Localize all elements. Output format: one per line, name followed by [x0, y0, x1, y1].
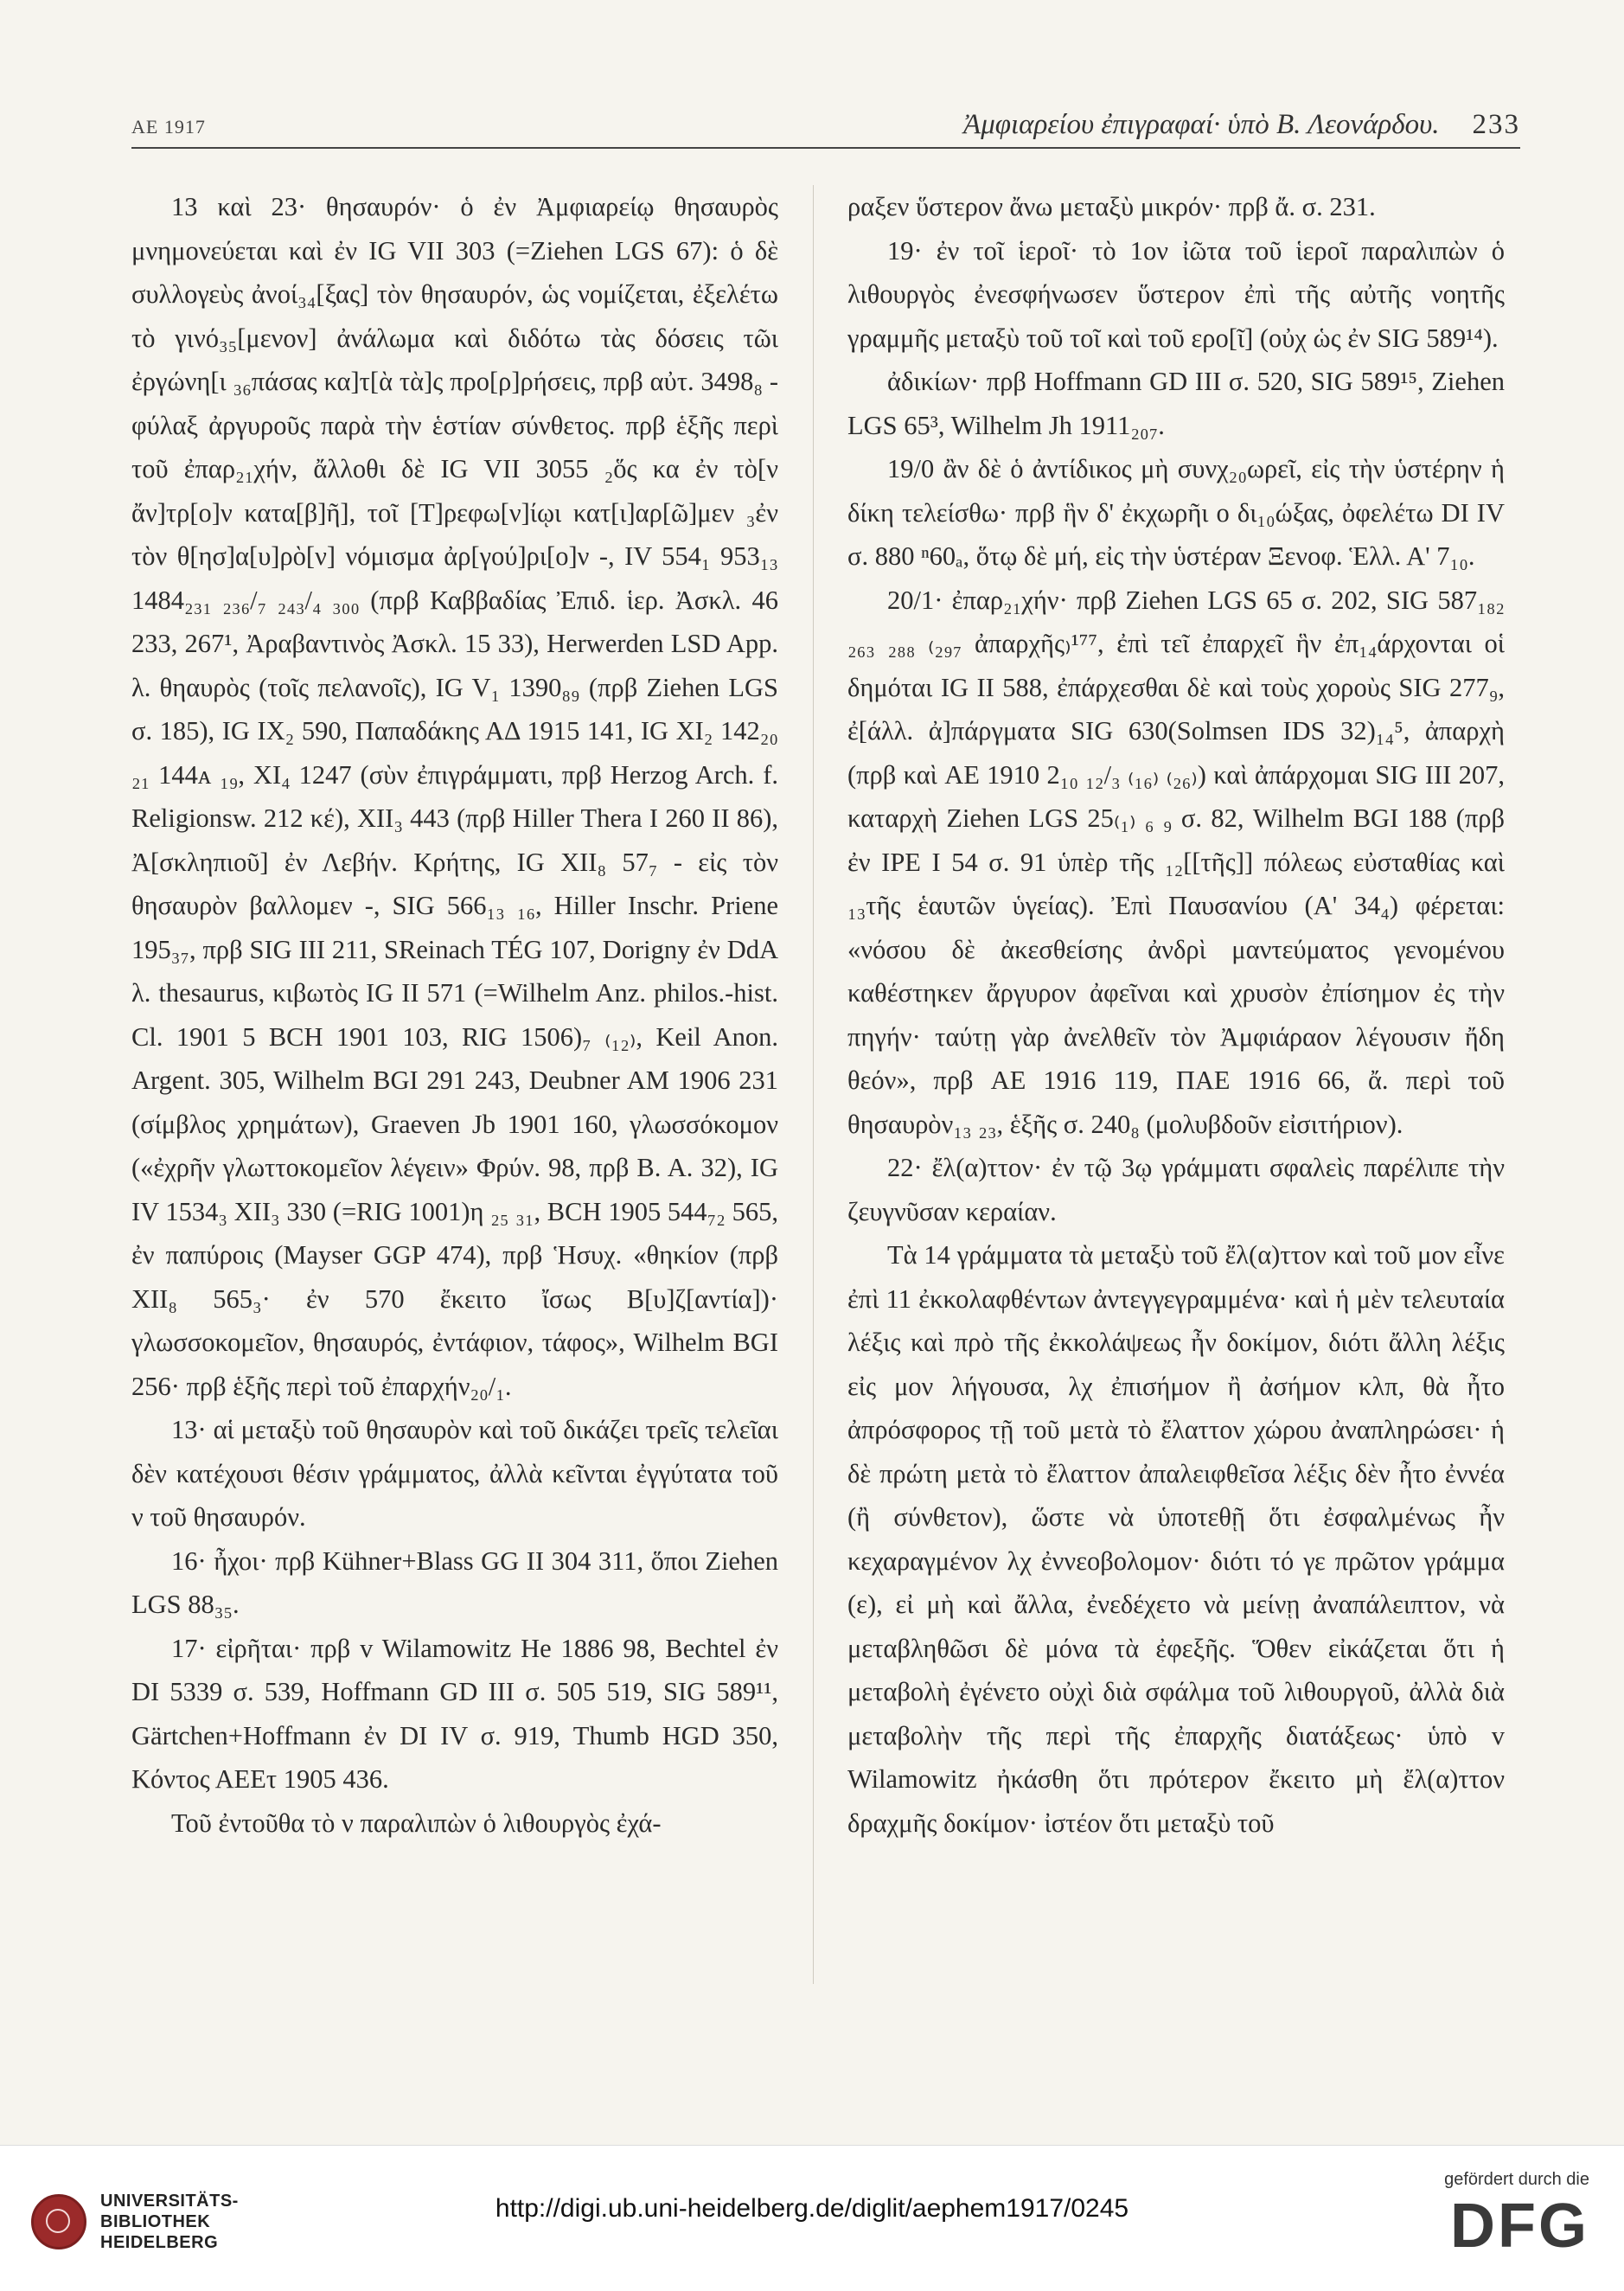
paragraph: 20/1· ἐπαρ₂₁χήν· πρβ Ziehen LGS 65 σ. 202, SIG 587₁₈₂ ₂₆₃ ₂₈₈ ₍₂₉₇ ἀπαρχῆς₎¹⁷⁷, ἐπὶ τεῖ ἐπαρχεῖ ἣν ἐπ₁₄άρχονται οἱ δημόται IG II 588, ἐπάρχεσθαι δὲ καὶ τοὺς χοροὺς SIG 277₉, ἐ[άλλ. ἀ]πάργματα SIG 630(Solmsen IDS 32)₁₄⁵, ἀπαρχὴ (πρβ καὶ AE 1910 2₁₀ ₁₂/₃ ₍₁₆₎ ₍₂₆₎) καὶ ἀπάρχομαι SIG III 207, καταρχὴ Ziehen LGS 25₍₁₎ ₆ ₉ σ. 82, Wilhelm BGI 188 (πρβ ἐν IPE I 54 σ. 91 ὑπὲρ τῆς ₁₂[[τῆς]] πόλεως εὐσταθίας καὶ ₁₃τῆς ἑαυτῶν ὑγείας). Ἐπὶ Παυσανίου (Α' 34₄) φέρεται: «νόσου δὲ ἀκεσθείσης ἀνδρὶ μαντεύματος γενομένου καθέστηκεν ἄργυρον ἀφεῖναι καὶ χρυσὸν ἐπίσημον ἐς τὴν πηγήν· ταύτῃ γὰρ ἀνελθεῖν τὸν Ἀμφιάραον λέγουσιν ἤδη θεόν», πρβ AE 1916 119, ΠΑΕ 1916 66, ἄ. περὶ τοῦ θησαυρὸν₁₃ ₂₃, ἑξῆς σ. 240₈ (μολυβδοῦν εἰσιτήριον). [847, 585, 1505, 1139]
paragraph: ἀδικίων· πρβ Hoffmann GD III σ. 520, SIG 589¹⁵, Ziehen LGS 65³, Wilhelm Jh 1911₂₀₇. [847, 367, 1505, 440]
dfg-funding[interactable] [1444, 2170, 1589, 2261]
right-column [847, 185, 1505, 1845]
paragraph: Τὰ 14 γράμματα τὰ μεταξὺ τοῦ ἔλ(α)ττον καὶ τοῦ μον εἶνε ἐπὶ 11 ἐκκολαφθέντων ἀντεγγεγραμμένα· καὶ ἡ μὲν τελευταία λέξις καὶ πρὸ τῆς ἐκκολάψεως ἦν δοκίμον, διότι ἄλλη λέξις εἰς μον λήγουσα, λχ ἐπισήμον ἢ ἀσήμον κλπ, θὰ ἦτο ἀπρόσφορος τῇ τοῦ μετὰ τὸ ἔλαττον χώρου ἀναπληρώσει· ἡ δὲ πρώτη μετὰ τὸ ἔλαττον ἀπαλειφθεῖσα λέξις δὲν ἦτο ἐννέα (ἢ σύνθετον), ὥστε νὰ ὑποτεθῇ ὅτι ἐσφαλμένως ἦν κεχαραγμένον λχ ἐννεοβολομον· διότι τό γε πρῶτον γράμμα (ε), εἰ μὴ καὶ ἄλλα, ἐνεδέχετο νὰ μείνῃ ἀναπάλειπτον, νὰ μεταβληθῶσι δὲ μόνα τὰ ἐφεξῆς. Ὅθεν εἰκάζεται ὅτι ἡ μεταβολὴ ἐγένετο οὐχὶ διὰ σφάλμα τοῦ λιθουργοῦ, ἀλλὰ διὰ μεταβολὴν τῆς περὶ τῆς ἐπαρχῆς διατάξεως· ὑπὸ v Wilamowitz ἠκάσθη ὅτι πρότερον ἔκειτο μὴ ἔλ(α)ττον δραχμῆς δοκίμον· ἰστέον ὅτι μεταξὺ τοῦ [847, 1240, 1505, 1838]
library-name-line: HEIDELBERG [100, 2233, 219, 2252]
article-title [963, 109, 1520, 141]
paragraph: 13 καὶ 23· θησαυρόν· ὁ ἐν Ἀμφιαρείῳ θησαυρὸς μνημονεύεται καὶ ἐν IG VII 303 (=Ziehen LGS 67): ὁ δὲ συλλογεὺς ἀνοί₃₄[ξας] τὸν θησαυρόν, ὡς νομίζεται, ἐξελέτω τὸ γινό₃₅[μενον] ἀνάλωμα καὶ διδότω τὰς δόσεις τῶι ἐργώνη[ι ₃₆πάσας κα]τ[ὰ τὰ]ς προ[ρ]ρήσεις, πρβ αὐτ. 3498₈ - φύλαξ ἀργυροῦς παρὰ τὴν ἑστίαν σύνθετος. πρβ ἑξῆς περὶ τοῦ ἐπαρ₂₁χήν, ἄλλοθι δὲ IG VII 3055 ₂ὅς κα ἐν τὸ[ν ἄν]τρ[ο]ν κατα[β]ῆ], τοῖ [Τ]ρεφω[ν]ίῳι κατ[ι]αρ[ῶ]μεν ₃ἐν τὸν θ[ησ]α[υ]ρὸ[ν] νόμισμα ἀρ[γού]ρι[ο]ν -, IV 554₁ 953₁₃ 1484₂₃₁ ₂₃₆/₇ ₂₄₃/₄ ₃₀₀ (πρβ Καββαδίας Ἐπιδ. ἱερ. Ἀσκλ. 46 233, 267¹, Ἀραβαντινὸς Ἀσκλ. 15 33), Herwerden LSD App. λ. θηαυρὸς (τοῖς πελανοῖς), IG V₁ 1390₈₉ (πρβ Ziehen LGS σ. 185), IG IX₂ 590, Παπαδάκης ΑΔ 1915 141, IG XI₂ 142₂₀ ₂₁ 144ᴀ ₁₉, XI₄ 1247 (σὺν ἐπιγράμματι, πρβ Herzog Arch. f. Religionsw. 212 κέ), XII₃ 443 (πρβ Hiller Thera I 260 II 86), Ἀ[σκληπιοῦ] ἐν Λεβήν. Κρήτης, IG XII₈ 57₇ - εἰς τὸν θησαυρὸν βαλλομεν -, SIG 566₁₃ ₁₆, Hiller Inschr. Priene 195₃₇, πρβ SIG III 211, SReinach TÉG 107, Dorigny ἐν DdA λ. thesaurus, κιβωτὸς IG II 571 (=Wilhelm Anz. philos.-hist. Cl. 1901 5 BCH 1901 103, RIG 1506)₇ ₍₁₂₎, Keil Anon. Argent. 305, Wilhelm BGI 291 243, Deubner AM 1906 231 (σίμβλος χρημάτων), Graeven Jb 1901 160, γλωσσόκομον («ἐχρῆν γλωττοκομεῖον λέγειν» Φρύν. 98, πρβ B. A. 32), IG IV 1534₃ XII₃ 330 (=RIG 1001)η ₂₅ ₃₁, BCH 1905 544₇₂ 565, ἐν παπύροις (Mayser GGP 474), πρβ Ἡσυχ. «θηκίον (πρβ XII₈ 565₃· ἐν 570 ἔκειτο ἴσως Β[υ]ζ[αντία])· γλωσσοκομεῖον, θησαυρός, ἐντάφιον, τάφος», Wilhelm BGI 256· πρβ ἑξῆς περὶ τοῦ ἐπαρχήν₂₀/₁. [131, 192, 778, 1401]
paragraph: 17· εἰρῆται· πρβ v Wilamowitz He 1886 98, Bechtel ἐν DI 5339 σ. 539, Hoffmann GD III σ. 505 519, SIG 589¹¹, Gärtchen+Hoffmann ἐν DI IV σ. 919, Thumb HGD 350, Κόντος ΑΕΕτ 1905 436. [131, 1633, 778, 1794]
running-head [131, 109, 1520, 149]
column-gutter [813, 185, 814, 1984]
paragraph: ραξεν ὕστερον ἄνω μεταξὺ μικρόν· πρβ ἄ. σ. 231. [847, 192, 1376, 221]
library-name-line: BIBLIOTHEK [100, 2212, 211, 2231]
paragraph: Τοῦ ἐντοῦθα τὸ ν παραλιπὼν ὁ λιθουργὸς ἐχά- [171, 1808, 662, 1838]
left-column [131, 185, 778, 1845]
dfg-logo: DFG [1450, 2192, 1589, 2261]
page-number: 233 [1472, 109, 1520, 140]
permalink-url[interactable]: http://digi.ub.uni-heidelberg.de/diglit/aephem1917/0245 [495, 2194, 1129, 2223]
paragraph: 16· ἦχοι· πρβ Kühner+Blass GG II 304 311, ὅποι Ziehen LGS 88₃₅. [131, 1545, 778, 1619]
journal-year: AE 1917 [131, 116, 206, 138]
paragraph: 13· αἱ μεταξὺ τοῦ θησαυρὸν καὶ τοῦ δικάζει τρεῖς τελεῖαι δὲν κατέχουσι θέσιν γράμματος, ἀλλὰ κεῖνται ἐγγύτατα τοῦ ν τοῦ θησαυρόν. [131, 1415, 778, 1532]
paragraph: 19/0 ἂν δὲ ὁ ἀντίδικος μὴ συνχ₂₀ωρεῖ, εἰς τὴν ὑστέρην ἡ δίκη τελείσθω· πρβ ἣν δ' ἐκχωρῆι ο δι₁₀ώξας, ὀφελέτω DI IV σ. 880 ⁿ60ₐ, ὅτῳ δὲ μή, εἰς τὴν ὑστέραν Ξενοφ. Ἑλλ. Α' 7₁₀. [847, 454, 1505, 571]
article-title-text: Ἀμφιαρείου ἐπιγραφαί· ὑπὸ Β. Λεονάρδου. [963, 109, 1440, 140]
library-name-line: UNIVERSITÄTS- [100, 2192, 239, 2211]
paragraph: 19· ἐν τοῖ ἱεροῖ· τὸ 1ον ἰῶτα τοῦ ἱεροῖ παραλιπὼν ὁ λιθουργὸς ἐνεσφήνωσεν ὕστερον ἐπὶ τῆς αὐτῆς νοητῆς γραμμῆς μεταξὺ τοῦ τοῖ καὶ τοῦ ερο[ῖ] (οὐχ ὡς ἐν SIG 589¹⁴). [847, 235, 1505, 353]
viewer-footer [0, 2145, 1624, 2291]
funding-text: gefördert durch die [1444, 2170, 1589, 2189]
paragraph: 22· ἔλ(α)ττον· ἐν τῷ 3ῳ γράμματι σφαλεὶς παρέλιπε τὴν ζευγνῦσαν κεραίαν. [847, 1153, 1505, 1226]
